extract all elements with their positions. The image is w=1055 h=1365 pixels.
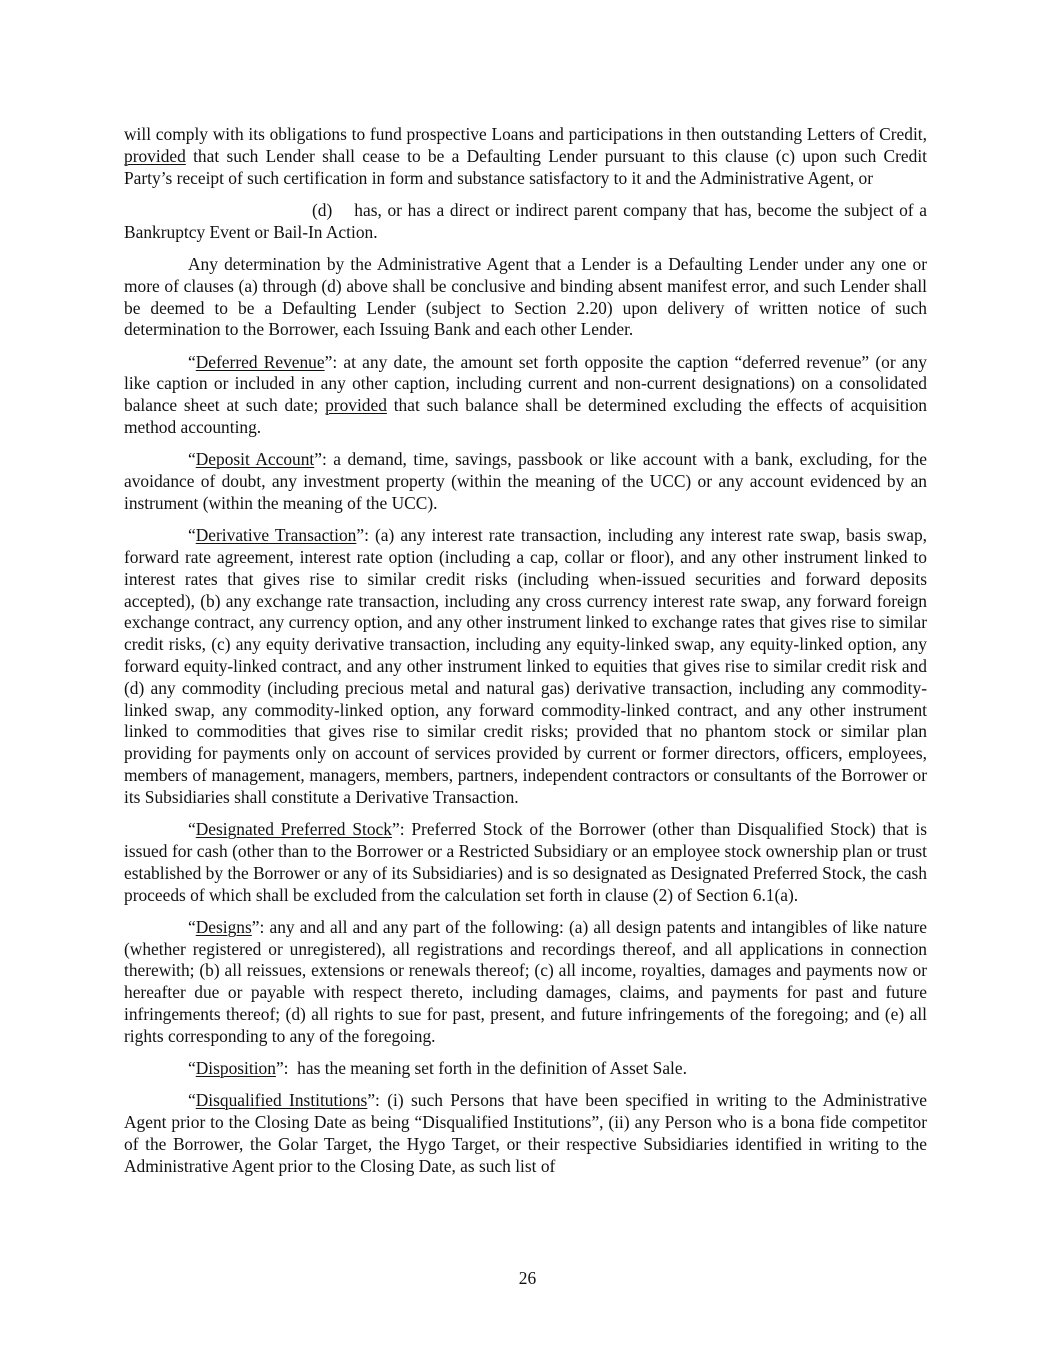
definition-text: ”: has the meaning set forth in the definition of Asset Sale. (275, 1058, 687, 1079)
page-number: 26 (518, 1268, 537, 1288)
open-quote: “ (188, 525, 196, 546)
defined-term: Deferred Revenue (195, 351, 325, 372)
clause-text: has, or has a direct or indirect parent company that has, become the subject of a Bankruptcy Event or Bail-In Action. (124, 199, 927, 242)
defined-term: Designated Preferred Stock (195, 819, 392, 840)
definition-text: ”: at any date, the amount set forth opposite the caption “deferred revenue” (or any like caption or included in any other caption, including current and non-current designations) on a consolidated balance sheet at such date; (124, 351, 927, 416)
defined-term: Derivative Transaction (195, 525, 357, 546)
paragraph-text: will comply with its obligations to fund prospective Loans and participations in then outstanding Letters of Credit, (124, 124, 927, 144)
defined-term: Disqualified Institutions (195, 1090, 368, 1111)
provided-term: provided (325, 395, 387, 416)
paragraph-defaulting-lender-continuation (124, 124, 927, 189)
definition-disposition (124, 1058, 927, 1080)
definition-text: ”: Preferred Stock of the Borrower (other than Disqualified Stock) that is issued for cash (other than to the Borrower or a Restricted Subsidiary or an employee stock ownership plan or trust established by the Borrower or any of its Subsidiaries) and is so designated as Designated Preferred Stock, the cash proceeds of which shall be excluded from the calculation set forth in clause (2) of Section 6.1(a). (124, 819, 927, 905)
defined-term: Disposition (195, 1058, 276, 1079)
open-quote: “ (188, 916, 196, 937)
definition-disqualified-institutions (124, 1090, 927, 1177)
open-quote: “ (188, 351, 196, 372)
open-quote: “ (188, 449, 196, 470)
paragraph-determination (124, 254, 927, 341)
clause-d (124, 200, 927, 244)
defined-term: Designs (195, 916, 252, 937)
open-quote: “ (188, 1058, 196, 1079)
definition-deposit-account (124, 449, 927, 514)
clause-label: (d) (312, 199, 333, 220)
open-quote: “ (188, 1090, 196, 1111)
definition-designated-preferred-stock (124, 819, 927, 906)
paragraph-text: that such Lender shall cease to be a Defaulting Lender pursuant to this clause (c) upon such Credit Party’s receipt of such certification in form and substance satisfactory to it and the Administrative Agent, or (124, 145, 927, 188)
definition-derivative-transaction (124, 525, 927, 808)
definition-designs (124, 917, 927, 1048)
definition-text: ”: a demand, time, savings, passbook or like account with a bank, excluding, for the avoidance of doubt, any investment property (within the meaning of the UCC) or any account evidenced by an instrument (within the meaning of the UCC). (124, 449, 927, 513)
definition-text: ”: (i) such Persons that have been specified in writing to the Administrative Agent prior to the Closing Date as being “Disqualified Institutions”, (ii) any Person who is a bona fide competitor of the Borrower, the Golar Target, the Hygo Target, or their respective Subsidiaries identified in writing to the Administrative Agent prior to the Closing Date, as such list of (124, 1090, 927, 1176)
definition-text: ”: (a) any interest rate transaction, including any interest rate swap, basis swap, forward rate agreement, interest rate option (including a cap, collar or floor), and any other instrument linked to interest rates that gives rise to similar credit risks (including when-issued securities and forward deposits accepted), (b) any exchange rate transaction, including any cross currency interest rate swap, any forward foreign exchange contract, any currency option, and any other instrument linked to exchange rates that gives rise to similar credit risks, (c) any equity derivative transaction, including any equity-linked swap, any equity-linked option, any forward equity-linked contract, and any other instrument linked to equities that gives rise to similar credit risk and (d) any commodity (including precious metal and natural gas) derivative transaction, including any commodity-linked swap, any commodity-linked option, any forward commodity-linked contract, and any other instrument linked to commodities that gives rise to similar credit risks; provided that no phantom stock or similar plan providing for payments only on account of services provided by current or former directors, officers, employees, members of management, managers, members, partners, independent contractors or consultants of the Borrower or its Subsidiaries shall constitute a Derivative Transaction. (124, 525, 927, 807)
definition-text: ”: any and all and any part of the following: (a) all design patents and intangibles of like nature (whether registered or unregistered), all registrations and recordings thereof, and all applications in connection therewith; (b) all reissues, extensions or renewals thereof; (c) all income, royalties, damages and payments now or hereafter due or payable with respect thereto, including damages, claims, and payments for past and future infringements thereof; (d) all rights to sue for past, present, and future infringements of the foregoing; and (e) all rights corresponding to any of the foregoing. (124, 916, 927, 1046)
document-body (124, 124, 927, 1188)
definition-deferred-revenue (124, 352, 927, 439)
open-quote: “ (188, 819, 196, 840)
definition-text: that such balance shall be determined excluding the effects of acquisition method accounting. (124, 395, 927, 438)
provided-term: provided (124, 145, 186, 166)
paragraph-text: Any determination by the Administrative Agent that a Lender is a Defaulting Lender under any one or more of clauses (a) through (d) above shall be conclusive and binding absent manifest error, and such Lender shall be deemed to be a Defaulting Lender (subject to Section 2.20) upon delivery of written notice of such determination to the Borrower, each Issuing Bank and each other Lender. (124, 253, 927, 340)
defined-term: Deposit Account (195, 449, 315, 470)
